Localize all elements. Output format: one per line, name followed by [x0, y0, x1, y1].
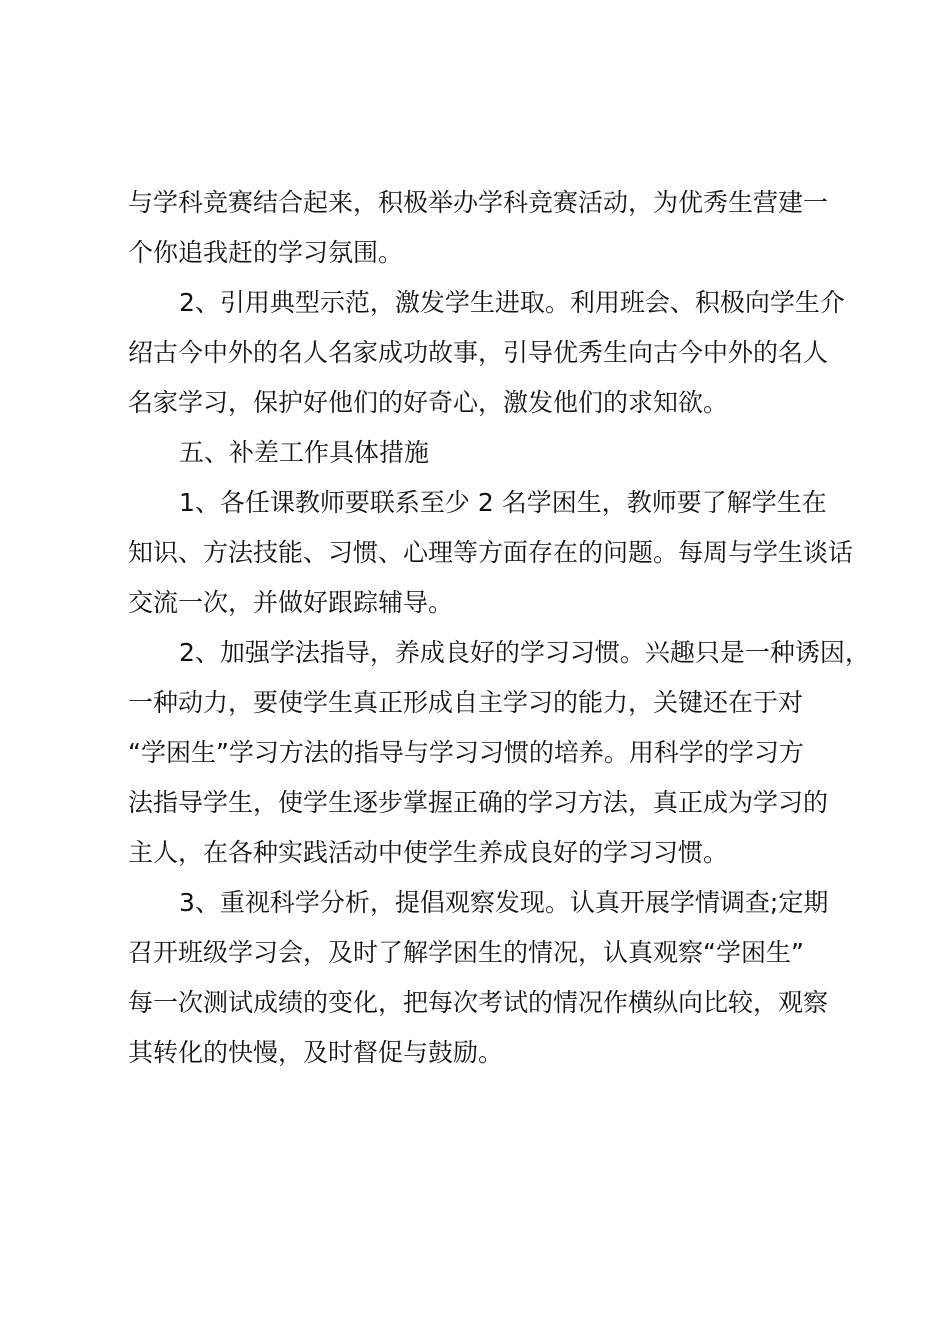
paragraph-start-line: 3、重视科学分析，提倡观察发现。认真开展学情调查;定期	[179, 888, 829, 917]
text-line: 每一次测试成绩的变化，把每次考试的情况作横纵向比较，观察	[128, 988, 829, 1017]
paragraph-start-line: 2、加强学法指导，养成良好的学习习惯。兴趣只是一种诱因，	[179, 638, 870, 667]
text-line: 与学科竞赛结合起来，积极举办学科竞赛活动，为优秀生营建一	[128, 188, 829, 217]
body-text	[128, 178, 870, 1078]
text-line: 绍古今中外的名人名家成功故事，引导优秀生向古今中外的名人	[128, 338, 829, 367]
text-line: 其转化的快慢，及时督促与鼓励。	[128, 1038, 504, 1067]
text-line: 主人，在各种实践活动中使学生养成良好的学习习惯。	[128, 838, 729, 867]
paragraph-start-line: 2、引用典型示范，激发学生进取。利用班会、积极向学生介	[179, 288, 845, 317]
text-line: 名家学习，保护好他们的好奇心，激发他们的求知欲。	[128, 388, 729, 417]
text-line: “学困生”学习方法的指导与学习习惯的培养。用科学的学习方	[128, 738, 804, 767]
section-heading: 五、补差工作具体措施	[179, 438, 430, 467]
text-line: 法指导学生，使学生逐步掌握正确的学习方法，真正成为学习的	[128, 788, 829, 817]
paragraph-start-line: 1、各任课教师要联系至少 2 名学困生，教师要了解学生在	[179, 488, 827, 517]
text-line: 一种动力，要使学生真正形成自主学习的能力，关键还在于对	[128, 688, 804, 717]
text-line: 交流一次，并做好跟踪辅导。	[128, 588, 454, 617]
text-line: 知识、方法技能、习惯、心理等方面存在的问题。每周与学生谈话	[128, 538, 854, 567]
text-line: 个你追我赶的学习氛围。	[128, 238, 404, 267]
text-line: 召开班级学习会，及时了解学困生的情况，认真观察“学困生”	[128, 938, 804, 967]
